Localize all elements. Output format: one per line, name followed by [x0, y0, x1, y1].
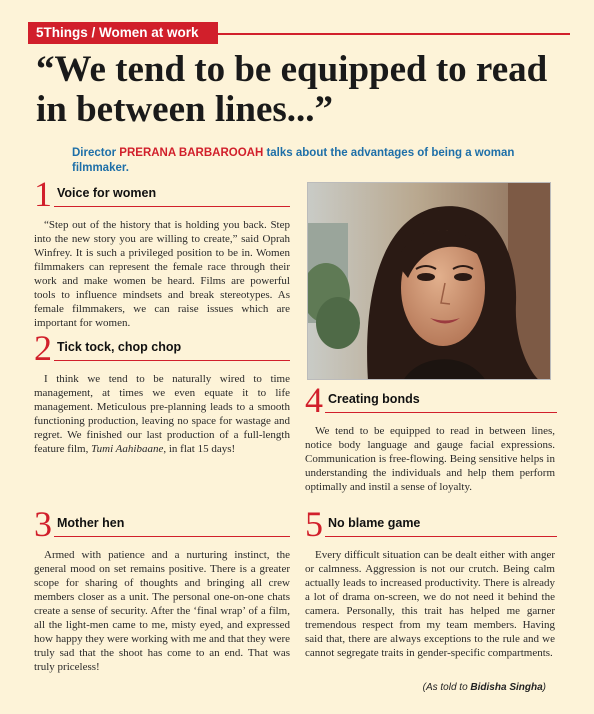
item-2-rule	[54, 360, 290, 361]
item-2	[34, 328, 290, 456]
portrait-illustration	[308, 183, 551, 380]
item-5-rule	[325, 536, 557, 537]
item-1-rule	[54, 206, 290, 207]
item-1-body: “Step out of the history that is holding you back. Step into the new story you are willing to create,” said Oprah Winfrey. It is such a privileged position to be in. Women filmmakers can represent the female race through their work and make women be heard. Films are powerful tools to influence mindsets and break stereotypes. As female filmmakers, we can raise issues which are important for women.	[34, 219, 290, 329]
item-4-body: We tend to be equipped to read in between lines, notice body language and gauge facial expressions. Communication is free-flowing. Being sensitive helps in understanding the individuals and help them perform optimally and instil a sense of loyalty.	[305, 425, 555, 493]
section-rule	[218, 33, 570, 35]
credit-name: Bidisha Singha	[470, 682, 543, 693]
item-2-text-end: , in flat 15 days!	[163, 443, 236, 455]
item-5-body: Every difficult situation can be dealt either with anger or calmness. Aggression is not our crutch. Being calm actually leads to increased productivity. There is already a lot of drama on-screen, we do not need it behind the camera. Personally, this trait has helped me garner tremendous respect from my team members. Having said that, there are always exceptions to the rule and we cannot segregate traits in gender-specific compartments.	[305, 549, 555, 659]
item-2-header	[34, 328, 290, 372]
item-5-number: 5	[305, 504, 323, 544]
item-4-header	[305, 380, 555, 424]
credit-prefix: (As told to	[422, 682, 471, 693]
item-3-body: Armed with patience and a nurturing instinct, the general mood on set remains positive. There is a greater scope for sharing of thoughts and bringing all crew members closer as a unit. The personal one-on-one chats create a sense of security. After the ‘final wrap’ of a film, all the light-men came to me, misty eyed, and expressed how happy they were working with me and that they were truly sad that the shoot has come to an end. That was truly priceless!	[34, 549, 290, 673]
item-4-number: 4	[305, 380, 323, 420]
item-3-header	[34, 504, 290, 548]
credit-line	[423, 682, 546, 693]
item-1-number: 1	[34, 174, 52, 214]
deck-prefix: Director	[72, 147, 120, 159]
item-3-title: Mother hen	[57, 516, 125, 530]
item-2-title: Tick tock, chop chop	[57, 340, 182, 354]
item-1-title: Voice for women	[57, 186, 157, 200]
item-3-rule	[54, 536, 290, 537]
item-5-header	[305, 504, 555, 548]
item-4	[305, 380, 555, 494]
item-5-title: No blame game	[328, 516, 421, 530]
director-portrait-photo	[307, 182, 551, 380]
deck-suffix: talks about the advantages of being a woman filmmaker.	[72, 147, 515, 174]
item-4-title: Creating bonds	[328, 392, 420, 406]
item-5	[305, 504, 555, 660]
item-4-rule	[325, 412, 557, 413]
item-2-film-title: Tumi Aahibaane	[91, 443, 164, 455]
section-tag: 5Things / Women at work	[28, 22, 218, 44]
headline: “We tend to be equipped to read in between lines...”	[36, 49, 548, 130]
item-1-header	[34, 174, 290, 218]
item-2-body	[34, 372, 290, 456]
item-2-text: I think we tend to be naturally wired to time management, at times we even equate it to life management. Meticulous pre-planning leads to a smooth functioning production, leaving no space for wastage and regret. We finished our last production of a full-length feature film,	[34, 373, 290, 455]
item-2-number: 2	[34, 328, 52, 368]
deck	[72, 146, 532, 176]
item-1	[34, 174, 290, 330]
item-3-number: 3	[34, 504, 52, 544]
item-3	[34, 504, 290, 674]
credit-suffix: )	[542, 682, 546, 693]
deck-name: PRERANA BARBAROOAH	[119, 147, 264, 159]
